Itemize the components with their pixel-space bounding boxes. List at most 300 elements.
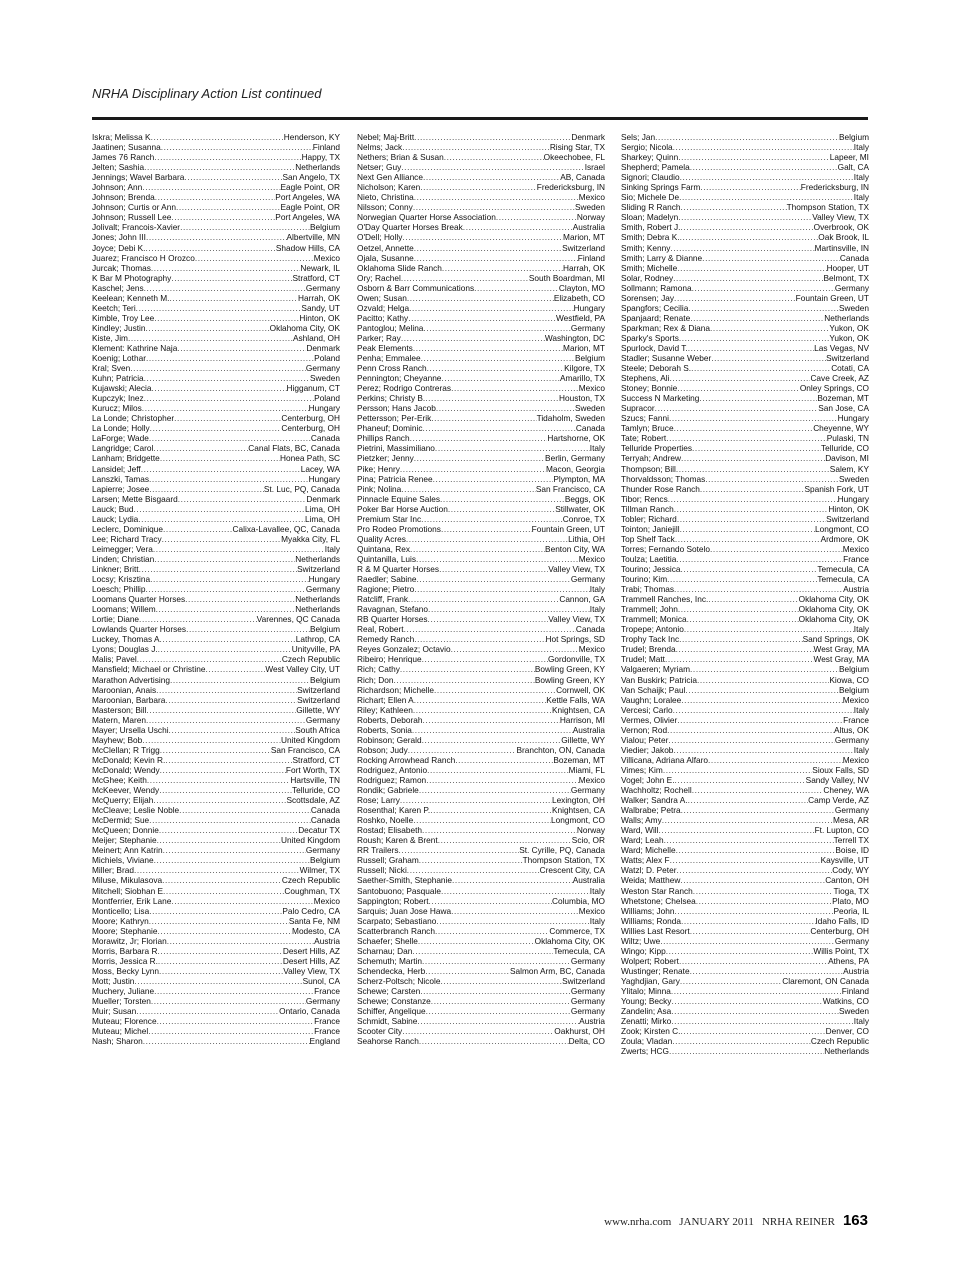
entry-location: Germany (570, 985, 605, 996)
entry-location: Czech Republic (281, 654, 340, 665)
list-item (92, 514, 340, 524)
entry-name: Weida; Matthew (621, 875, 681, 886)
entry-name: Netser; Guy (357, 162, 402, 173)
entry-location: Overbrook, OK (813, 222, 869, 233)
list-item (92, 705, 340, 715)
dot-leader (162, 534, 282, 544)
entry-location: Poland (314, 393, 340, 404)
list-item (357, 303, 605, 313)
entry-name: Pink; Nolina (357, 483, 402, 494)
dot-leader (693, 886, 834, 896)
dot-leader (414, 584, 590, 594)
entry-name: Watts; Alex F (621, 855, 670, 866)
entry-name: Smith; Kenny (621, 242, 671, 253)
list-item (92, 443, 340, 453)
entry-location: Lima, OH (304, 503, 340, 514)
entry-name: Ward; Michelle (621, 845, 676, 856)
dot-leader (407, 293, 554, 303)
entry-location: Knightsen, CA (551, 805, 605, 816)
dot-leader (407, 865, 540, 875)
entry-name: Lanham; Bridgette (92, 453, 160, 464)
entry-location: Netherlands (824, 312, 869, 323)
entry-name: Jaatinen; Susanna (92, 142, 161, 153)
entry-name: Langridge; Carol (92, 443, 154, 454)
dot-leader (455, 755, 553, 765)
entry-name: Mitchell; Siobhan E (92, 885, 164, 896)
entry-name: Ravagnan, Stefano (357, 604, 429, 615)
entry-name: Tourino; Kim (621, 574, 668, 585)
entry-location: Hungary (308, 574, 340, 585)
list-item (621, 614, 869, 624)
entry-location: Yukon, OK (829, 322, 869, 333)
entry-location: Sand Springs, OK (802, 634, 869, 645)
dot-leader (417, 574, 571, 584)
entry-name: Jennings; Wavel Barbara (92, 172, 185, 183)
dot-leader (144, 373, 310, 383)
entry-name: Weston Star Ranch (621, 885, 693, 896)
entry-location: Conroe, TX (562, 513, 605, 524)
list-item (621, 675, 869, 685)
dot-leader (435, 443, 590, 453)
dot-leader (452, 875, 573, 885)
dot-leader (700, 182, 800, 192)
entry-location: Lima, OH (304, 513, 340, 524)
entry-location: Plympton, MA (553, 473, 605, 484)
entry-name: Michiels, Viviane (92, 855, 154, 866)
dot-leader (402, 142, 550, 152)
list-item (357, 675, 605, 685)
dot-leader (153, 443, 248, 453)
list-item (357, 584, 605, 594)
dot-leader (416, 554, 579, 564)
dot-leader (678, 604, 799, 614)
entry-name: McDonald; Wendy (92, 764, 160, 775)
entry-name: Nash; Sharon (92, 1036, 143, 1047)
entry-name: Pacitto; Kathy (357, 312, 409, 323)
dot-leader (681, 695, 842, 705)
dot-leader (681, 805, 835, 815)
list-item (621, 222, 869, 232)
list-item (357, 534, 605, 544)
entry-location: Centerburg, OH (281, 413, 340, 424)
list-item (621, 755, 869, 765)
dot-leader (670, 243, 814, 253)
list-item (92, 403, 340, 413)
entry-name: McDonald; Kevin R. (92, 754, 166, 765)
list-item (357, 353, 605, 363)
entry-location: Valley View, TX (548, 564, 605, 574)
entry-name: Nicholson; Karen (357, 182, 421, 193)
list-item (621, 494, 869, 504)
list-item (357, 755, 605, 765)
dot-leader (677, 383, 800, 393)
dot-leader (151, 132, 284, 142)
dot-leader (678, 212, 812, 222)
entry-location: Italy (853, 1016, 869, 1027)
list-item (92, 303, 340, 313)
entry-location: Stillwater, OK (555, 503, 605, 514)
entry-location: Plato, MO (832, 895, 869, 906)
dot-leader (414, 243, 562, 253)
dot-leader (710, 323, 829, 333)
dot-leader (142, 403, 309, 413)
entry-location: Denver, CO (825, 1026, 869, 1037)
entry-name: Trammell; John (621, 604, 678, 615)
entry-location: Netherlands (295, 162, 340, 173)
entry-location: Harrah, OK (298, 292, 340, 303)
entry-name: Vogel; John E. (621, 775, 675, 785)
entry-location: South Boardman, MI (528, 272, 605, 283)
entry-location: Kaysville, UT (820, 855, 869, 866)
entry-location: Norway (576, 825, 605, 836)
entry-name: Scarpato; Sebastiano (357, 915, 437, 926)
dot-leader (674, 906, 833, 916)
dot-leader (401, 162, 584, 172)
entry-name: Oklahoma Slide Ranch (357, 262, 442, 273)
dot-leader (681, 202, 787, 212)
entry-name: Roberts, Deborah (357, 714, 423, 725)
list-item (92, 192, 340, 202)
entry-name: Vernon; Rod (621, 724, 668, 735)
dot-leader (154, 152, 301, 162)
entry-name: Stephens, Ali (621, 373, 670, 384)
entry-location: Boise, ID (835, 845, 869, 856)
dot-leader (664, 835, 834, 845)
dot-leader (413, 343, 563, 353)
dot-leader (158, 956, 283, 966)
entry-location: Hartshorne, OK (547, 433, 605, 444)
list-item (92, 464, 340, 474)
entry-name: Thunder Rose Ranch (621, 483, 700, 494)
list-item (357, 765, 605, 775)
entry-name: Muir; Susan (92, 1006, 137, 1017)
entry-name: Wiltz; Uwe (621, 935, 661, 946)
entry-name: Ward; Leah (621, 835, 664, 846)
entry-name: Wachholtz; Rochell (621, 785, 692, 796)
entry-location: Canada (310, 815, 340, 826)
dot-leader (404, 624, 576, 634)
dot-leader (184, 172, 282, 182)
list-item (92, 715, 340, 725)
entry-name: Osborn & Barr Communications (357, 282, 475, 293)
entry-location: Centerburg, OH (810, 925, 869, 936)
list-item (92, 544, 340, 554)
list-item (621, 946, 869, 956)
entry-location: Lathrop, CA (295, 634, 340, 645)
list-item (357, 212, 605, 222)
entry-location: Terrell TX (833, 835, 869, 846)
entry-location: Decatur TX (298, 825, 340, 836)
list-item (92, 152, 340, 162)
entry-name: Vialou; Peter (621, 734, 669, 745)
entry-name: Koenig; Lothar (92, 353, 146, 364)
entry-name: Schaefer; Shelle (357, 935, 418, 946)
entry-location: Norway (576, 212, 605, 223)
list-item (357, 474, 605, 484)
entry-location: Sunol, CA (302, 975, 340, 986)
dot-leader (414, 132, 571, 142)
dot-leader (696, 896, 832, 906)
entry-name: Scooter City (357, 1026, 403, 1037)
list-item (621, 484, 869, 494)
list-item (357, 735, 605, 745)
dot-leader (419, 855, 523, 865)
list-item (621, 172, 869, 182)
entry-location: Mesa, AR (833, 815, 869, 826)
entry-location: Lithia, OH (568, 533, 605, 544)
dot-leader (414, 695, 547, 705)
entry-name: Williams; Ronda (621, 915, 681, 926)
entry-name: Trammell Ranches, Inc. (621, 594, 709, 605)
entry-location: Denmark (306, 342, 340, 353)
entry-location: Coughman, TX (284, 885, 340, 896)
dot-leader (144, 283, 306, 293)
dot-leader (440, 494, 565, 504)
entry-name: Valgaeren; Myriam (621, 664, 691, 675)
list-item (621, 685, 869, 695)
entry-location: Oakhurst, OH (554, 1026, 605, 1037)
dot-leader (427, 765, 568, 775)
entry-name: Kaschel; Jens (92, 282, 144, 293)
dot-leader (674, 584, 843, 594)
entry-name: Phillips Ranch (357, 433, 410, 444)
entry-name: Quintana, Rex (357, 543, 411, 554)
list-item (621, 182, 869, 192)
dot-leader (149, 916, 289, 926)
entry-location: Belgium (575, 353, 605, 364)
dot-leader (423, 423, 576, 433)
entry-name: Rocking Arrowhead Ranch (357, 754, 456, 765)
entry-name: Roush; Karen & Brent (357, 835, 438, 846)
entry-location: Sweden (575, 403, 605, 414)
entry-name: Saether-Smith, Stephanie (357, 875, 453, 886)
entry-location: Australia (572, 724, 605, 735)
entry-location: Switzerland (562, 975, 605, 986)
list-item (92, 1006, 340, 1016)
list-item (92, 604, 340, 614)
list-item (92, 946, 340, 956)
dot-leader (406, 534, 568, 544)
entry-name: Sloan; Madelyn (621, 212, 679, 223)
entry-name: Ozvald; Helga (357, 302, 410, 313)
dot-leader (154, 855, 310, 865)
list-item (621, 966, 869, 976)
entry-location: Camp Verde, AZ (808, 795, 869, 806)
list-item (357, 775, 605, 785)
dot-leader (410, 433, 548, 443)
entry-name: Trabi; Thomas (621, 584, 675, 595)
entry-location: Germany (570, 996, 605, 1007)
dot-leader (676, 644, 814, 654)
entry-location: Kettle Falls, WA (546, 694, 605, 705)
entry-location: Italy (853, 704, 869, 715)
entry-name: La Londe; Christopher (92, 413, 175, 424)
list-item (621, 705, 869, 715)
dot-leader (496, 212, 577, 222)
list-item (92, 845, 340, 855)
dot-leader (423, 715, 560, 725)
dot-leader (401, 273, 529, 283)
entry-location: Switzerland (562, 242, 605, 253)
list-item (92, 956, 340, 966)
entry-name: Zandelin; Asa (621, 1006, 672, 1017)
list-item (357, 926, 605, 936)
entry-name: Miller; Brad (92, 865, 134, 876)
list-item (92, 685, 340, 695)
entry-name: Lauck; Bud (92, 503, 134, 514)
entry-location: Germany (570, 322, 605, 333)
entry-name: Schewe; Constanze (357, 996, 431, 1007)
list-item (357, 1016, 605, 1026)
list-item (92, 564, 340, 574)
entry-name: McQueen; Donnie (92, 825, 159, 836)
entry-name: RB Quarter Horses (357, 614, 428, 625)
entry-location: Henderson, KY (283, 132, 340, 142)
list-item (92, 624, 340, 634)
entry-name: Poker Bar Horse Auction (357, 503, 448, 514)
dot-leader (161, 142, 313, 152)
list-item (621, 745, 869, 755)
list-item (92, 393, 340, 403)
dot-leader (688, 303, 839, 313)
entry-location: Cornwell, OK (556, 684, 605, 695)
entry-name: Walker; Sandra A. (621, 795, 688, 806)
list-item (621, 644, 869, 654)
list-item (92, 785, 340, 795)
list-item (621, 976, 869, 986)
list-item (357, 333, 605, 343)
list-item (621, 403, 869, 413)
dot-leader (154, 554, 295, 564)
entry-location: Salem, KY (829, 463, 869, 474)
dot-leader (417, 1016, 579, 1026)
entry-name: Lowlands Quarter Horses (92, 624, 187, 635)
dot-leader (163, 524, 233, 534)
entry-location: Australia (572, 222, 605, 233)
list-item (92, 855, 340, 865)
entry-name: Kurucz; Milos (92, 403, 142, 414)
list-item (92, 263, 340, 273)
list-item (621, 514, 869, 524)
entry-name: Richardson; Michelle (357, 684, 435, 695)
dot-leader (163, 886, 284, 896)
entry-location: Canada (839, 252, 869, 263)
entry-location: Hungary (308, 403, 340, 414)
entry-name: Tillman Ranch (621, 503, 674, 514)
entry-location: Italy (853, 172, 869, 183)
entry-name: Sinking Springs Farm (621, 182, 701, 193)
entry-location: South Africa (295, 724, 340, 735)
entry-location: Germany (834, 734, 869, 745)
dot-leader (185, 594, 295, 604)
entry-location: Harrah, OK (563, 262, 605, 273)
entry-location: Italy (589, 915, 605, 926)
dot-leader (410, 544, 545, 554)
entry-location: Houston, TX (559, 393, 605, 404)
entry-location: Lexington, OH (551, 795, 605, 806)
list-item (621, 725, 869, 735)
entry-location: Finland (312, 142, 340, 153)
list-item (621, 845, 869, 855)
dot-leader (419, 785, 571, 795)
dot-leader (474, 283, 559, 293)
list-item (621, 765, 869, 775)
dot-leader (153, 544, 325, 554)
entry-location: Temecula, CA (553, 945, 605, 956)
list-item (621, 906, 869, 916)
list-item (92, 644, 340, 654)
list-item (621, 363, 869, 373)
entry-name: Matern, Maren (92, 714, 146, 725)
list-item (357, 152, 605, 162)
entry-location: Mexico (578, 192, 605, 203)
list-item (92, 896, 340, 906)
entry-name: Scharnau; Dan (357, 945, 413, 956)
entry-name: Moore; Stephanie (92, 925, 158, 936)
entry-location: Oklahoma City, OK (798, 614, 869, 625)
list-item (357, 544, 605, 554)
footer-magazine: NRHA REINER (761, 1216, 835, 1228)
dot-leader (400, 795, 552, 805)
entry-name: Supracor (621, 403, 655, 414)
list-item (621, 383, 869, 393)
list-item (621, 413, 869, 423)
entry-location: France (314, 1016, 340, 1027)
dot-leader (418, 936, 535, 946)
entry-name: Tourino; Jessica (621, 564, 681, 574)
entry-location: Canada (310, 805, 340, 816)
list-item (357, 835, 605, 845)
dot-leader (675, 775, 806, 785)
dot-leader (668, 494, 838, 504)
list-item (357, 664, 605, 674)
entry-location: Germany (570, 955, 605, 966)
entry-location: Salmon Arm, BC, Canada (510, 965, 605, 976)
entry-name: Kindley; Justin (92, 322, 146, 333)
entry-name: Telluride Properties (621, 443, 693, 454)
entry-location: Athens, PA (828, 955, 869, 966)
entry-name: O'Dell; Holly (357, 232, 403, 243)
list-item (357, 715, 605, 725)
list-column-3 (621, 132, 869, 1056)
entry-location: Canada (575, 624, 605, 635)
entry-name: Whetstone; Chelsea (621, 895, 696, 906)
list-item (92, 654, 340, 664)
entry-location: Finland (841, 985, 869, 996)
entry-name: Walls; Amy (621, 815, 662, 826)
entry-name: Marathon Advertising (92, 674, 170, 685)
entry-location: Sweden (839, 302, 869, 313)
list-item (621, 534, 869, 544)
list-item (621, 162, 869, 172)
dot-leader (138, 514, 305, 524)
list-item (621, 454, 869, 464)
list-item (357, 654, 605, 664)
entry-location: Telluride, CO (292, 785, 340, 796)
entry-location: Marion, MT (563, 342, 605, 353)
entry-location: Tioga, TX (833, 885, 869, 896)
dot-leader (705, 474, 839, 484)
entry-location: Hinton, OK (299, 312, 340, 323)
list-item (357, 916, 605, 926)
list-item (357, 614, 605, 624)
entry-name: Ribeiro; Henrique (357, 654, 422, 665)
dot-leader (146, 584, 306, 594)
entry-location: Mexico (313, 895, 340, 906)
entry-location: AB, Canada (560, 172, 605, 183)
dot-leader (139, 614, 257, 624)
list-item (621, 474, 869, 484)
